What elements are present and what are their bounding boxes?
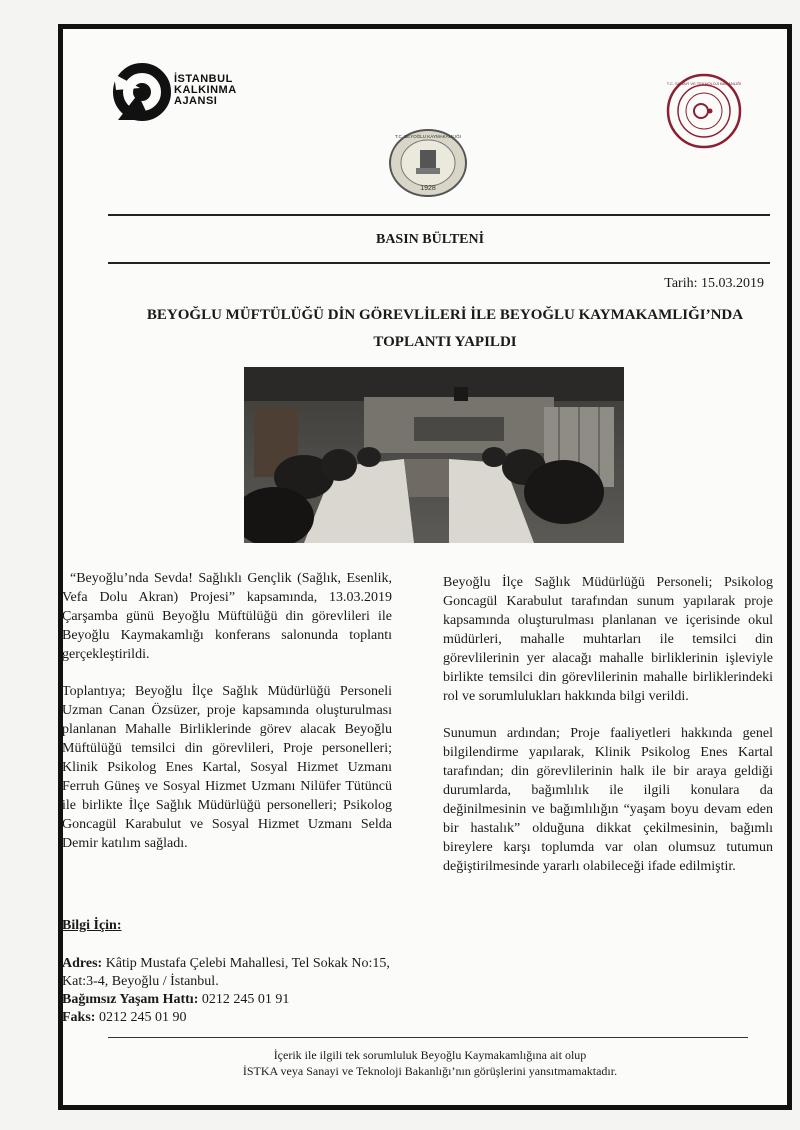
right-seal-caption: T.C. SANAYİ VE TEKNOLOJİ BAKANLIĞI: [666, 81, 742, 86]
sanayi-bakanligi-seal: [665, 72, 743, 150]
contact-info: [62, 955, 392, 1027]
disclaimer-line-1: İçerik ile ilgili tek sorumluluk Beyoğlu Kaymakamlığına ait olup: [273, 1048, 587, 1062]
hotline-line: Bağımsız Yaşam Hattı: 0212 245 01 91: [62, 992, 290, 1007]
article-paragraph: Beyoğlu İlçe Sağlık Müdürlüğü Personeli; Psikolog Goncagül Karabulut tarafından sunum yapılarak proje kapsamında oluşturulması planlanan ve içerisinde okul müdürleri, mahalle muhtarları ile temsilci din görevlilerinin yer alacağı mahalle birliklerinin işleviyle birlikte temsilci din görevlilerinin mahalle birliklerindeki rol ve sorumlulukları hakkında bilgi verildi.: [443, 575, 773, 704]
release-date: Tarih: 15.03.2019: [664, 276, 764, 291]
address-line: Adres: Kâtip Mustafa Çelebi Mahallesi, Tel Sokak No:15, Kat:3-4, Beyoğlu / İstanbul.: [62, 956, 390, 989]
headline: [100, 302, 790, 356]
article-paragraph: Toplantıya; Beyoğlu İlçe Sağlık Müdürlüğü Personeli Uzman Canan Özsüzer, proje kapsamında oluşturulması planlanan Mahalle Birliklerinde görev alacak Beyoğlu Müftülüğü temsilci din görevlileri, Proje personelleri; Klinik Psikolog Enes Kartal, Sosyal Hizmet Uzmanı Ferruh Güneş ve Sosyal Hizmet Uzmanı Nilüfer Tütüncü ile birlikte İlçe Sağlık Müdürlüğü personelleri; Psikolog Goncagül Karabulut ve Sosyal Hizmet Uzmanı Selda Demir katılım sağladı.: [62, 684, 392, 851]
header-rule-top: [108, 214, 770, 216]
article-paragraph: Sunumun ardından; Proje faaliyetleri hakkında genel bilgilendirme yapılarak, Klinik Psikolog Enes Kartal tarafından; din görevlilerinin halk ile bir araya geldiği durumlarda, bağımlılık ile ilgili konulara da değinilmesinin ve bağımlılığın “yaşam boyu devam eden bir hastalık” olduğuna dikkat çekilmesinin, bağımlı bireylere karşı toplumda var olan olumsuz tutumun değiştirilmesinde yararlı olabileceği ifade edilmiştir.: [443, 726, 773, 874]
press-release-label: BASIN BÜLTENİ: [375, 232, 485, 247]
article-left-column: [62, 569, 392, 871]
meeting-photo: [244, 367, 624, 543]
article-paragraph: “Beyoğlu’nda Sevda! Sağlıklı Gençlik (Sağlık, Esenlik, Vefa Dolu Akran) Projesi” kapsamında, 13.03.2019 Çarşamba günü Beyoğlu Müftülüğü din görevlileri ile Beyoğlu Kaymakamlığı konferans salonunda toplantı gerçekleştirildi.: [62, 571, 392, 662]
beyoglu-kaymakamligi-seal: [388, 128, 468, 198]
fax-line: Faks: 0212 245 01 90: [62, 1010, 187, 1025]
contact-info-title: Bilgi İçin:: [62, 918, 122, 933]
seal-caption: T.C. BEYOĞLU KAYMAKAMLIĞI: [395, 134, 461, 139]
header-rule-bottom: [108, 262, 770, 264]
disclaimer-line-2: İSTKA veya Sanayi ve Teknoloji Bakanlığı’nın görüşlerini yansıtmamaktadır.: [242, 1064, 618, 1078]
article-right-column: [443, 573, 773, 894]
footer-rule: [108, 1037, 748, 1038]
istka-logo-text: İSTANBUL KALKINMA AJANSI: [174, 73, 237, 107]
seal-year: 1928: [420, 185, 436, 192]
headline-line-1: BEYOĞLU MÜFTÜLÜĞÜ DİN GÖREVLİLERİ İLE BEYOĞLU KAYMAKAMLIĞI’NDA: [146, 307, 744, 323]
disclaimer-footer: [100, 1047, 760, 1079]
headline-line-2: TOPLANTI YAPILDI: [373, 334, 517, 350]
